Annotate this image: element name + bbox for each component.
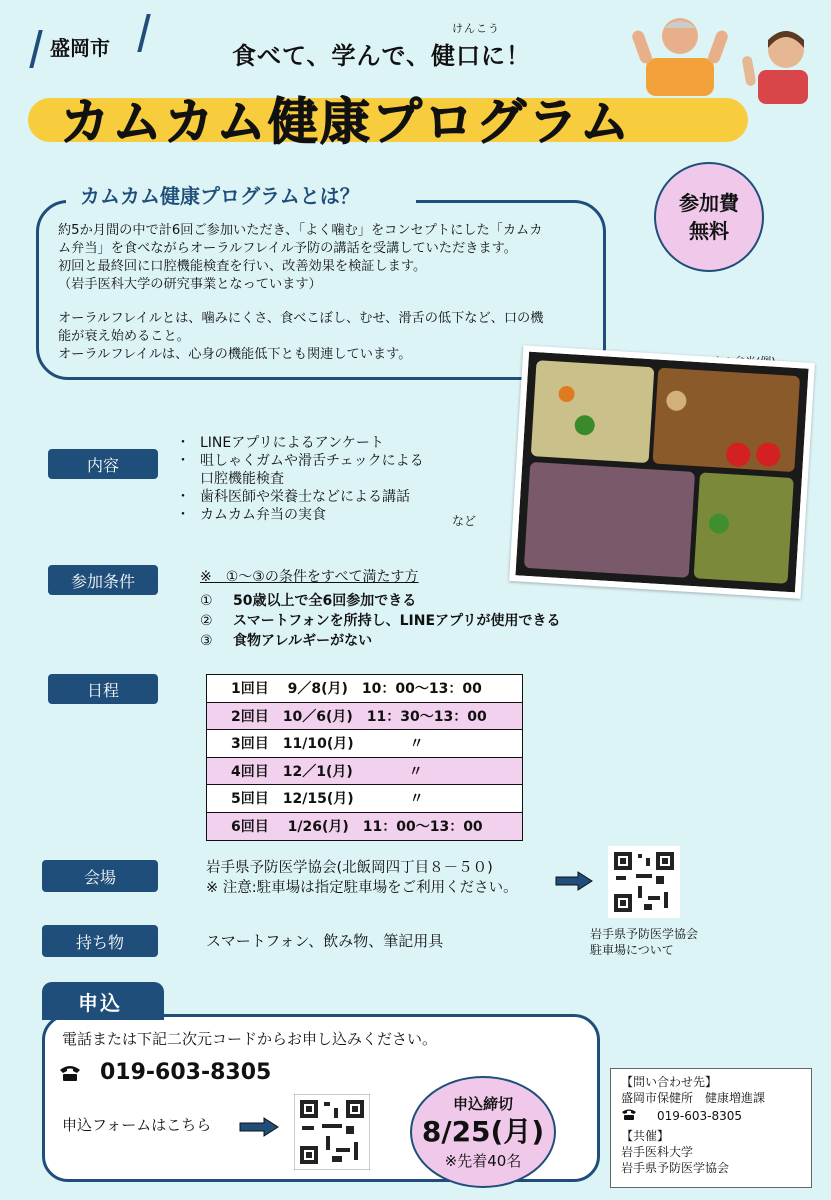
venue-note: ※ 注意:駐車場は指定駐車場をご利用ください。 [206,880,518,896]
furigana: けんこう [452,22,500,35]
items-text: スマートフォン、飲み物、筆記用具 [206,932,444,950]
about-line: オーラルフレイルとは、噛みにくさ、食べこぼし、むせ、滑舌の低下など、口の機 [58,311,544,326]
about-line: オーラルフレイルは、心身の機能低下とも関連しています。 [58,347,412,362]
phone-icon [621,1108,637,1120]
about-title: カムカム健康プログラムとは？ [80,184,360,208]
label-items: 持ち物 [42,925,158,957]
list-item [176,506,424,524]
arrow-right-icon [238,1116,280,1138]
cosponsor-name: 岩手県予防医学協会 [621,1161,730,1175]
about-line: 能が衰え始めること。 [58,329,190,344]
arrow-right-icon [554,870,594,892]
bullet: ・ [176,435,190,451]
venue-address: 岩手県予防医学協会(北飯岡四丁目８－５０) [206,860,493,876]
condition-text: スマートフォンを所持し、LINEアプリが使用できる [233,613,561,629]
content-item: 口腔機能検査 [200,471,284,487]
parking-qr-code[interactable] [608,846,680,918]
condition-number: ② [200,613,213,629]
content-item: LINEアプリによるアンケート [200,435,384,451]
label-content: 内容 [48,449,158,479]
woman-illustration [740,26,816,104]
content-item: カムカム弁当の実食 [200,507,326,523]
bento-image [515,352,808,593]
condition-number: ③ [200,633,213,649]
about-line: ム弁当」を食べながらオーラルフレイル予防の講話を受講していただきます。 [58,241,517,256]
condition-text: 食物アレルギーがない [233,633,373,649]
contact-phone-number: 019-603-8305 [657,1109,743,1123]
qr-caption-line: 岩手県予防医学協会 [590,927,699,941]
city-name: 盛岡市 [50,36,110,60]
label-venue: 会場 [42,860,158,892]
deadline-title: 申込締切 [452,1095,513,1113]
bullet: ・ [176,507,190,523]
about-line: （岩手医科大学の研究事業となっています） [58,277,322,292]
table-row: 4回目 12／1(月) 〃 [207,758,522,786]
fee-value: 無料 [689,219,729,243]
table-row: 1回目 9／8(月) 10：00～13：00 [207,675,522,703]
bullet: ・ [176,489,190,505]
contact-box [610,1068,812,1188]
about-line: 初回と最終回に口腔機能検査を行い、改善効果を検証します。 [58,259,427,274]
list-item [176,434,424,452]
tagline: 食べて、学んで、健口に！ [232,42,532,70]
header-slash-left [29,30,42,68]
contact-phone[interactable] [621,1108,801,1124]
page-title: カムカム健康プログラム [60,93,632,151]
apply-instructions: 電話または下記二次元コードからお申し込みください。 [62,1030,438,1048]
contact-org: 盛岡市保健所 健康増進課 [621,1091,766,1105]
list-item [200,611,560,631]
cosponsor-name: 岩手医科大学 [621,1145,694,1159]
venue-text [206,858,518,898]
qr-caption-line: 駐車場について [590,943,674,957]
fee-label: 参加費 [679,191,739,215]
list-item [176,452,424,470]
qr-caption [590,926,698,958]
list-item [176,488,424,506]
content-item: 咀しゃくガムや滑舌チェックによる [200,453,424,469]
schedule-table [206,674,523,841]
apply-tab: 申込 [42,982,164,1020]
condition-text: 50歳以上で全6回参加できる [233,593,417,609]
about-text [58,222,593,364]
man-illustration [632,10,728,96]
about-line: 約5か月間の中で計6回ご参加いただき、「よく噛む」をコンセプトにした「カムカ [58,223,543,238]
list-item [176,470,424,488]
phone-icon [58,1064,82,1082]
table-row: 3回目 11/10(月) 〃 [207,730,522,758]
label-conditions: 参加条件 [48,565,158,595]
table-row: 5回目 12/15(月) 〃 [207,785,522,813]
content-list [176,434,424,524]
conditions-heading: ※ ①～③の条件をすべて満たす方 [200,569,419,585]
conditions-list [200,591,560,651]
apply-phone[interactable] [58,1060,271,1085]
header-slash-right [137,14,150,52]
deadline-note: ※先着40名 [444,1152,522,1170]
bento-photo [509,345,815,598]
list-item [200,631,560,651]
table-row: 2回目 10／6(月) 11：30～13：00 [207,703,522,731]
etc-text: など [452,514,477,528]
apply-form-label: 申込フォームはこちら [62,1116,212,1134]
table-row: 6回目 1/26(月) 11：00～13：00 [207,813,522,841]
deadline-date: 8/25(月) [421,1115,545,1148]
list-item [200,591,560,611]
bullet: ・ [176,453,190,469]
label-schedule: 日程 [48,674,158,704]
apply-phone-number: 019-603-8305 [100,1060,272,1085]
deadline-badge [410,1076,556,1188]
content-item: 歯科医師や栄養士などによる講話 [200,489,410,505]
apply-form-qr-code[interactable] [294,1094,370,1170]
condition-number: ① [200,593,213,609]
cosponsor-title: 【共催】 [621,1129,670,1143]
contact-title: 【問い合わせ先】 [621,1075,718,1089]
fee-badge [654,162,764,272]
